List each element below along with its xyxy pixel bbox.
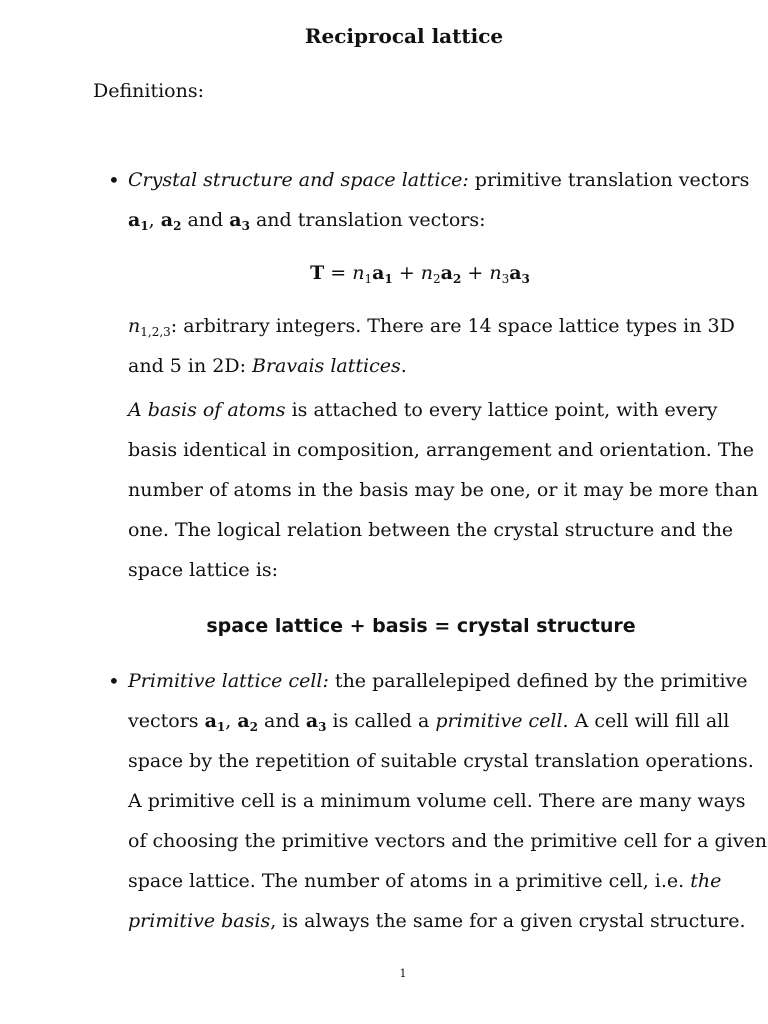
bullet1-line2-text: and translation vectors: <box>249 209 486 231</box>
integers-line <box>128 306 735 346</box>
bravais-term: Bravais lattices <box>252 355 401 377</box>
n-symbol: n <box>128 315 141 337</box>
bullet1-block <box>128 160 750 240</box>
bullet2-term: Primitive lattice cell: <box>128 670 329 692</box>
bullet2-line4: A primitive cell is a minimum volume cell. There are many ways <box>128 790 746 812</box>
vector-a1: $a_1$ <box>204 710 226 734</box>
bullet2-line6: space lattice. The number of atoms in a primitive cell, i.e. the <box>128 870 722 892</box>
vector-a3: $a_3$ <box>229 209 250 233</box>
bullet2-line2: vectors $a_1$, $a_2$ and $a_3$ is called a primitive cell. A cell will fill all <box>128 710 730 734</box>
basis-line-3: number of atoms in the basis may be one, or it may be more than <box>128 479 759 501</box>
basis-line-1-text: is attached to every lattice point, with every <box>285 399 718 421</box>
bullet2-line7: primitive basis, is always the same for a given crystal structure. <box>128 910 746 932</box>
and-text: and <box>181 209 230 231</box>
bullet2-line3: space by the repetition of suitable crystal translation operations. <box>128 750 754 772</box>
bullet2-line5: of choosing the primitive vectors and the primitive cell for a given <box>128 830 767 852</box>
basis-term: A basis of atoms <box>128 399 286 421</box>
bullet2-block <box>128 661 767 941</box>
basis-line-1 <box>128 390 718 430</box>
bravais-suffix: . <box>400 355 407 377</box>
definitions-heading: Definitions: <box>93 80 205 102</box>
basis-line-4: one. The logical relation between the crystal structure and the <box>128 519 734 541</box>
page-number: 1 <box>399 967 407 980</box>
vector-a2: $a_2$ <box>237 710 259 734</box>
vector-a3: $a_3$ <box>305 710 327 734</box>
translation-equation: $T = n_1a_1 + n_2a_2 + n_3a_3$ <box>310 262 530 286</box>
comma: , <box>148 209 161 231</box>
bullet2-line1-text: the parallelepiped defined by the primitive <box>328 670 748 692</box>
page-title: Reciprocal lattice <box>304 24 504 48</box>
integers-text: : arbitrary integers. There are 14 space lattice types in 3D <box>170 315 735 337</box>
primitive-cell-term: primitive cell <box>435 710 563 732</box>
vector-a2: $a_2$ <box>160 209 182 233</box>
vector-a1: $a_1$ <box>128 209 149 233</box>
bullet1-line1 <box>128 160 750 200</box>
n-subscript: 1,2,3 <box>140 325 171 339</box>
basis-line-5: space lattice is: <box>128 559 279 581</box>
crystal-relation: space lattice + basis = crystal structure <box>206 615 636 637</box>
bullet1-term: Crystal structure and space lattice: <box>128 169 469 191</box>
bullet1-line2 <box>128 200 715 240</box>
basis-paragraph <box>128 390 759 590</box>
bullet2-line1 <box>128 661 748 701</box>
bullet1-line1-text: primitive translation vectors <box>468 169 750 191</box>
bullet1-continued <box>128 306 735 386</box>
basis-line-2: basis identical in composition, arrangement and orientation. The <box>128 439 755 461</box>
bullet-marker-2: • <box>108 669 120 693</box>
bravais-prefix: and 5 in 2D: <box>128 355 253 377</box>
bravais-line <box>128 346 715 386</box>
bullet-marker: • <box>108 168 120 192</box>
primitive-basis-term: primitive basis <box>128 910 271 932</box>
the-term: the <box>690 870 722 892</box>
